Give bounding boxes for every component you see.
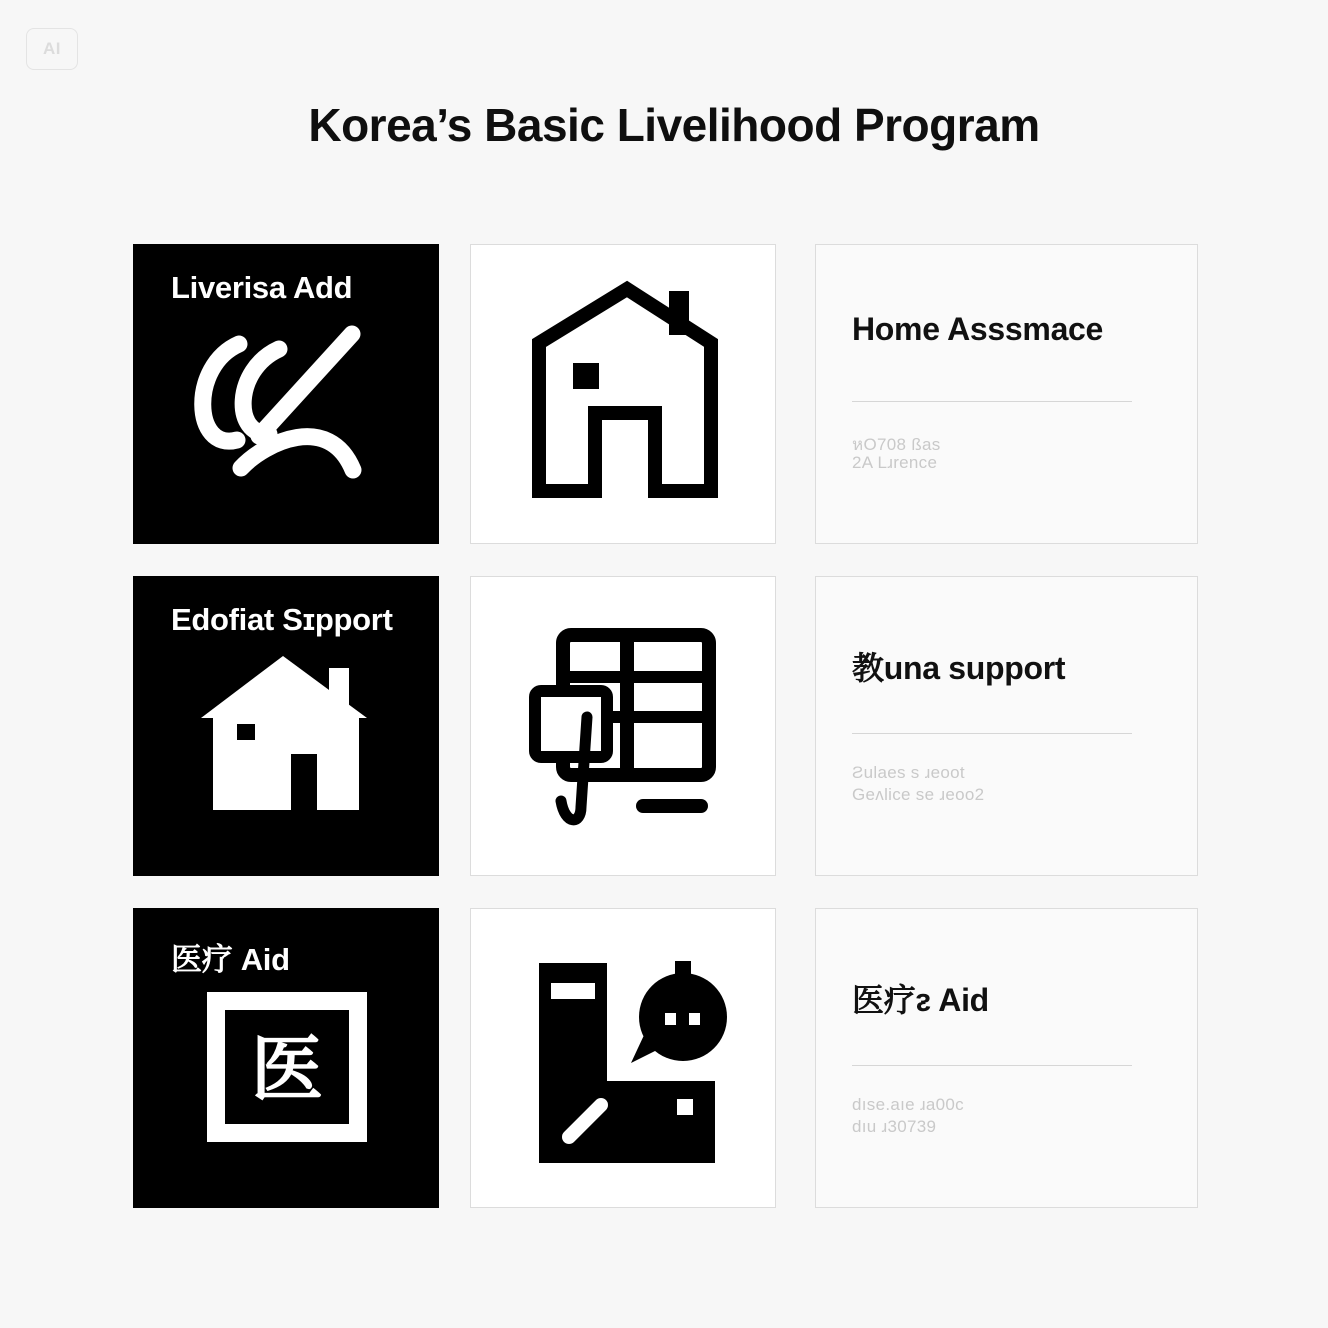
medical-seal-glyph: 医 xyxy=(250,1027,324,1111)
tile-education-support[interactable] xyxy=(133,576,439,876)
tile-document-icon[interactable] xyxy=(470,576,776,876)
tile-label: Edofiat Sɪpport xyxy=(171,602,393,637)
clinic-chat-icon xyxy=(471,909,777,1209)
card-detail-line: 2A Lɹrence xyxy=(852,453,938,472)
page-title: Korea’s Basic Livelihood Program xyxy=(308,99,1040,151)
document-grid-icon xyxy=(471,577,777,877)
hand-stroke-icon xyxy=(133,244,439,544)
card-title: 医疗ᴤ Aid xyxy=(852,982,989,1018)
card-divider xyxy=(852,401,1132,402)
card-education-support[interactable] xyxy=(815,576,1198,876)
tile-livelihood-aid[interactable] xyxy=(133,244,439,544)
card-detail-line: Ƨulaes s ɹeoot xyxy=(852,763,965,782)
card-title: Home Asssmace xyxy=(852,311,1104,347)
medical-seal-icon xyxy=(133,908,439,1208)
card-divider xyxy=(852,1065,1132,1066)
card-divider xyxy=(852,733,1132,734)
house-solid-icon xyxy=(133,576,439,876)
card-detail-line: หO708 ßas xyxy=(852,435,941,454)
card-detail-line: Geʌlice se ɹeoo2 xyxy=(852,785,985,804)
tile-label: 医疗 Aid xyxy=(171,942,290,977)
card-title: 教una support xyxy=(852,650,1066,686)
tile-home-icon[interactable] xyxy=(470,244,776,544)
card-detail-line: dıu ɹ30739 xyxy=(852,1117,937,1136)
tile-label: Liverisa Add xyxy=(171,270,353,305)
tile-clinic-icon[interactable] xyxy=(470,908,776,1208)
ai-badge: AI xyxy=(26,28,78,70)
house-outline-icon xyxy=(471,245,777,545)
card-medical-aid[interactable] xyxy=(815,908,1198,1208)
tile-medical-aid[interactable] xyxy=(133,908,439,1208)
card-home-assistance[interactable] xyxy=(815,244,1198,544)
card-detail-line: dıse.aıe ɹa00c xyxy=(852,1095,964,1114)
